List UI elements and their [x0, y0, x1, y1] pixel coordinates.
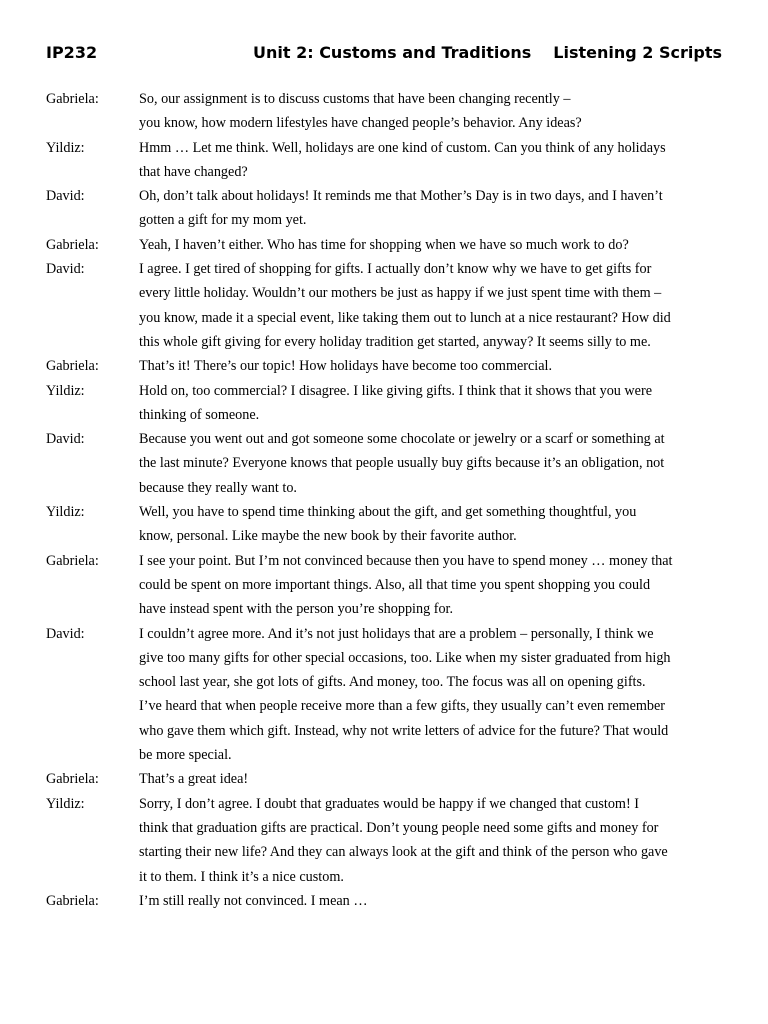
line-text: Hold on, too commercial? I disagree. I like giving gifts. I think that it shows that you were	[139, 382, 653, 399]
script-line	[46, 816, 726, 840]
script-line	[46, 573, 726, 597]
script-line	[46, 694, 726, 718]
speaker-name: David:	[46, 261, 85, 278]
line-text: I agree. I get tired of shopping for gifts. I actually don’t know why we have to get gifts for	[139, 261, 652, 278]
script-line	[46, 160, 726, 184]
script-line	[46, 403, 726, 427]
line-text: could be spent on more important things. Also, all that time you spent shopping you could	[139, 576, 651, 593]
script-line	[46, 597, 726, 621]
speaker-name: Gabriela:	[46, 358, 99, 375]
speaker-name: Yildiz:	[46, 139, 85, 156]
speaker-name: Gabriela:	[46, 892, 99, 909]
script-line	[46, 865, 726, 889]
line-text: this whole gift giving for every holiday tradition get started, anyway? It seems silly to me.	[139, 333, 651, 350]
line-text: Well, you have to spend time thinking about the gift, and get something thoughtful, you	[139, 504, 637, 521]
line-text: it to them. I think it’s a nice custom.	[139, 868, 344, 885]
speaker-name: Gabriela:	[46, 771, 99, 788]
script-line	[46, 889, 726, 913]
line-text: every little holiday. Wouldn’t our mothers be just as happy if we just spent time with them –	[139, 285, 662, 302]
line-text: I’m still really not convinced. I mean …	[139, 892, 368, 909]
script-line	[46, 330, 726, 354]
line-text: starting their new life? And they can always look at the gift and think of the person who gave	[139, 844, 668, 861]
script-line	[46, 427, 726, 451]
speaker-name: Gabriela:	[46, 552, 99, 569]
script-line	[46, 622, 726, 646]
line-text: I’ve heard that when people receive more than a few gifts, they usually can’t even remember	[139, 698, 666, 715]
speaker-name: David:	[46, 625, 85, 642]
line-text: know, personal. Like maybe the new book by their favorite author.	[139, 528, 517, 545]
script-line	[46, 136, 726, 160]
line-text: you know, made it a special event, like taking them out to lunch at a nice restaurant? How did	[139, 309, 671, 326]
line-text: So, our assignment is to discuss customs that have been changing recently –	[139, 91, 571, 107]
script-line	[46, 524, 726, 548]
line-text: Sorry, I don’t agree. I doubt that graduates would be happy if we changed that custom! I	[139, 795, 639, 812]
line-text: That’s it! There’s our topic! How holidays have become too commercial.	[139, 358, 553, 375]
script-line	[46, 792, 726, 816]
script-line	[46, 670, 726, 694]
speaker-name: David:	[46, 188, 85, 205]
speaker-name: Yildiz:	[46, 795, 85, 812]
speaker-name: Gabriela:	[46, 236, 99, 253]
line-text: school last year, she got lots of gifts. And money, too. The focus was all on opening gifts.	[139, 674, 646, 691]
line-text: Yeah, I haven’t either. Who has time for shopping when we have so much work to do?	[139, 236, 629, 253]
script-line	[46, 306, 726, 330]
line-text: that have changed?	[139, 163, 248, 180]
line-text: I couldn’t agree more. And it’s not just holidays that are a problem – personally, I think we	[139, 625, 654, 642]
line-text: That’s a great idea!	[139, 771, 249, 788]
line-text: I see your point. But I’m not convinced because then you have to spend money … money that	[139, 552, 673, 569]
line-text: because they really want to.	[139, 479, 297, 496]
course-code: IP232	[46, 43, 98, 62]
script-line	[46, 719, 726, 743]
script-line	[46, 354, 726, 378]
script-line	[46, 87, 726, 111]
script-line	[46, 379, 726, 403]
page-header	[46, 43, 722, 69]
script-line	[46, 257, 726, 281]
script-line	[46, 451, 726, 475]
script-line	[46, 646, 726, 670]
line-text: you know, how modern lifestyles have changed people’s behavior. Any ideas?	[139, 115, 582, 132]
script-line	[46, 184, 726, 208]
speaker-name: David:	[46, 431, 85, 448]
script-line	[46, 476, 726, 500]
speaker-name: Yildiz:	[46, 504, 85, 521]
line-text: gotten a gift for my mom yet.	[139, 212, 307, 229]
line-text: give too many gifts for other special occasions, too. Like when my sister graduated from high	[139, 649, 671, 666]
script-line	[46, 743, 726, 767]
unit-title: Unit 2: Customs and Traditions	[253, 43, 532, 62]
speaker-name: Gabriela:	[46, 91, 99, 107]
script-line	[46, 840, 726, 864]
section-title: Listening 2 Scripts	[553, 43, 722, 62]
line-text: the last minute? Everyone knows that people usually buy gifts because it’s an obligation, not	[139, 455, 665, 472]
script-line	[46, 549, 726, 573]
script-line	[46, 767, 726, 791]
line-text: have instead spent with the person you’re shopping for.	[139, 601, 454, 618]
script-line	[46, 500, 726, 524]
speaker-name: Yildiz:	[46, 382, 85, 399]
script-line	[46, 233, 726, 257]
script-line	[46, 208, 726, 232]
script-line	[46, 281, 726, 305]
script-line	[46, 111, 726, 135]
line-text: be more special.	[139, 747, 232, 764]
line-text: Hmm … Let me think. Well, holidays are one kind of custom. Can you think of any holidays	[139, 139, 666, 156]
line-text: thinking of someone.	[139, 406, 260, 423]
line-text: Because you went out and got someone some chocolate or jewelry or a scarf or something at	[139, 431, 665, 448]
dialogue-script	[46, 87, 726, 913]
line-text: Oh, don’t talk about holidays! It reminds me that Mother’s Day is in two days, and I haven’t	[139, 188, 663, 205]
line-text: who gave them which gift. Instead, why not write letters of advice for the future? That would	[139, 722, 669, 739]
line-text: think that graduation gifts are practical. Don’t young people need some gifts and money for	[139, 819, 659, 836]
